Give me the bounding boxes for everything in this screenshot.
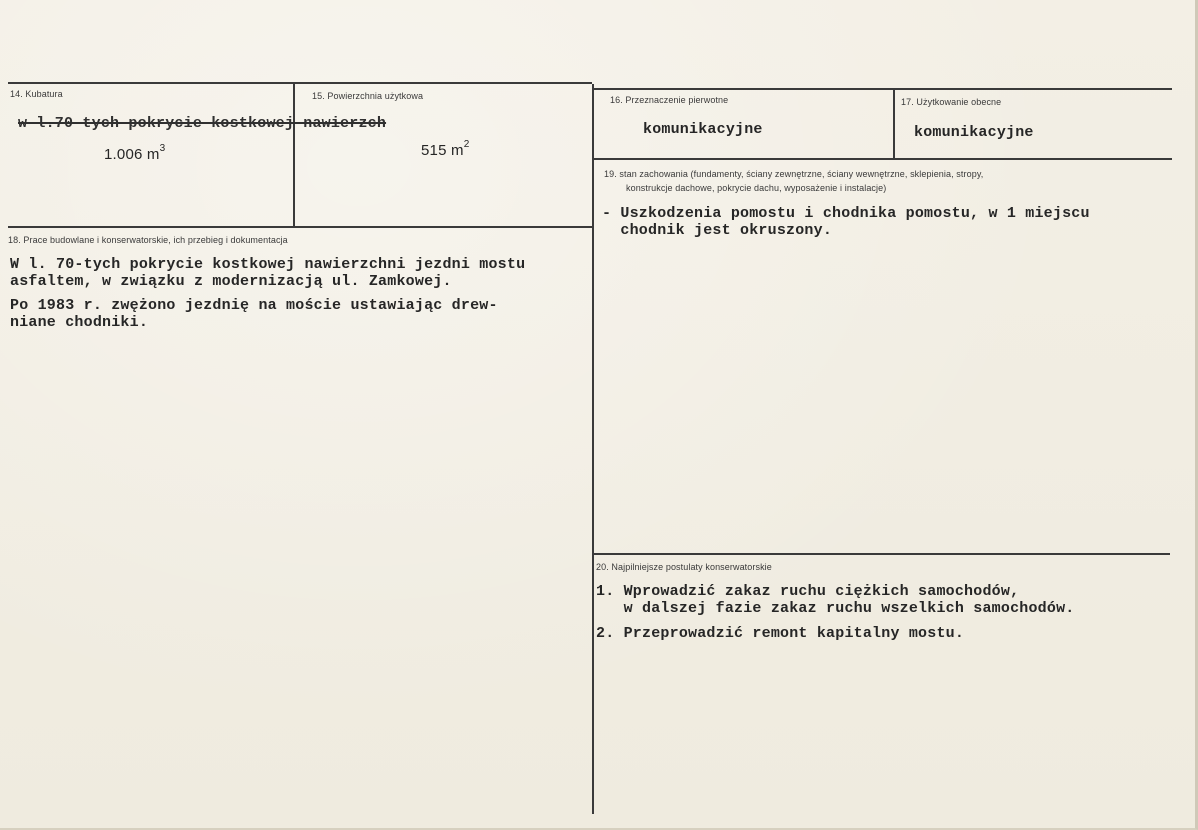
divider-14-15 (293, 84, 295, 226)
field-14-value-unit-power: 3 (159, 143, 166, 154)
field-19-label-line-1: 19. stan zachowania (fundamenty, ściany zewnętrzne, ściany wewnętrzne, sklepienia, stropy, (604, 169, 984, 179)
field-18-line-1: W l. 70-tych pokrycie kostkowej nawierzchni jezdni mostu (10, 256, 526, 273)
field-14-value (104, 143, 166, 163)
field-18-line-4: niane chodniki. (10, 314, 149, 331)
field-15-value (421, 139, 470, 159)
field-19-label-line-2: konstrukcje dachowe, pokrycie dachu, wyposażenie i instalacje) (626, 183, 887, 193)
field-18-label: 18. Prace budowlane i konserwatorskie, ich przebieg i dokumentacja (8, 235, 288, 245)
field-18-line-3: Po 1983 r. zwężono jezdnię na moście ustawiając drew- (10, 297, 498, 314)
field-20-label: 20. Najpilniejsze postulaty konserwatorskie (596, 562, 772, 572)
field-19-line-2: chodnik jest okruszony. (602, 222, 833, 239)
rule-under-16-17 (594, 158, 1172, 160)
field-15-value-text: 515 m (421, 142, 464, 159)
field-15-value-unit-power: 2 (463, 139, 470, 150)
rule-under-14-15 (8, 226, 592, 228)
field-14-value-text: 1.006 m (104, 146, 160, 163)
top-rule-right (594, 88, 1172, 90)
field-17-value: komunikacyjne (914, 124, 1034, 141)
field-16-label: 16. Przeznaczenie pierwotne (610, 95, 729, 105)
field-20-line-1: 1. Wprowadzić zakaz ruchu ciężkich samochodów, (596, 583, 1020, 600)
top-rule-left (8, 82, 592, 84)
field-16-value: komunikacyjne (643, 121, 763, 138)
field-18-line-2: asfaltem, w związku z modernizacją ul. Zamkowej. (10, 273, 452, 290)
rule-above-20 (594, 553, 1170, 555)
field-14-label: 14. Kubatura (10, 89, 63, 99)
divider-left-right (592, 84, 594, 814)
divider-16-17 (893, 90, 895, 158)
field-15-label: 15. Powierzchnia użytkowa (312, 91, 424, 101)
field-19-line-1: - Uszkodzenia pomostu i chodnika pomostu, w 1 miejscu (602, 205, 1090, 222)
field-17-label: 17. Użytkowanie obecne (901, 97, 1002, 107)
field-20-line-3: 2. Przeprowadzić remont kapitalny mostu. (596, 625, 965, 642)
field-20-line-2: w dalszej fazie zakaz ruchu wszelkich samochodów. (596, 600, 1075, 617)
field-14-struck-text: w l.70-tych pokrycie kostkowej nawierzch (18, 115, 387, 132)
